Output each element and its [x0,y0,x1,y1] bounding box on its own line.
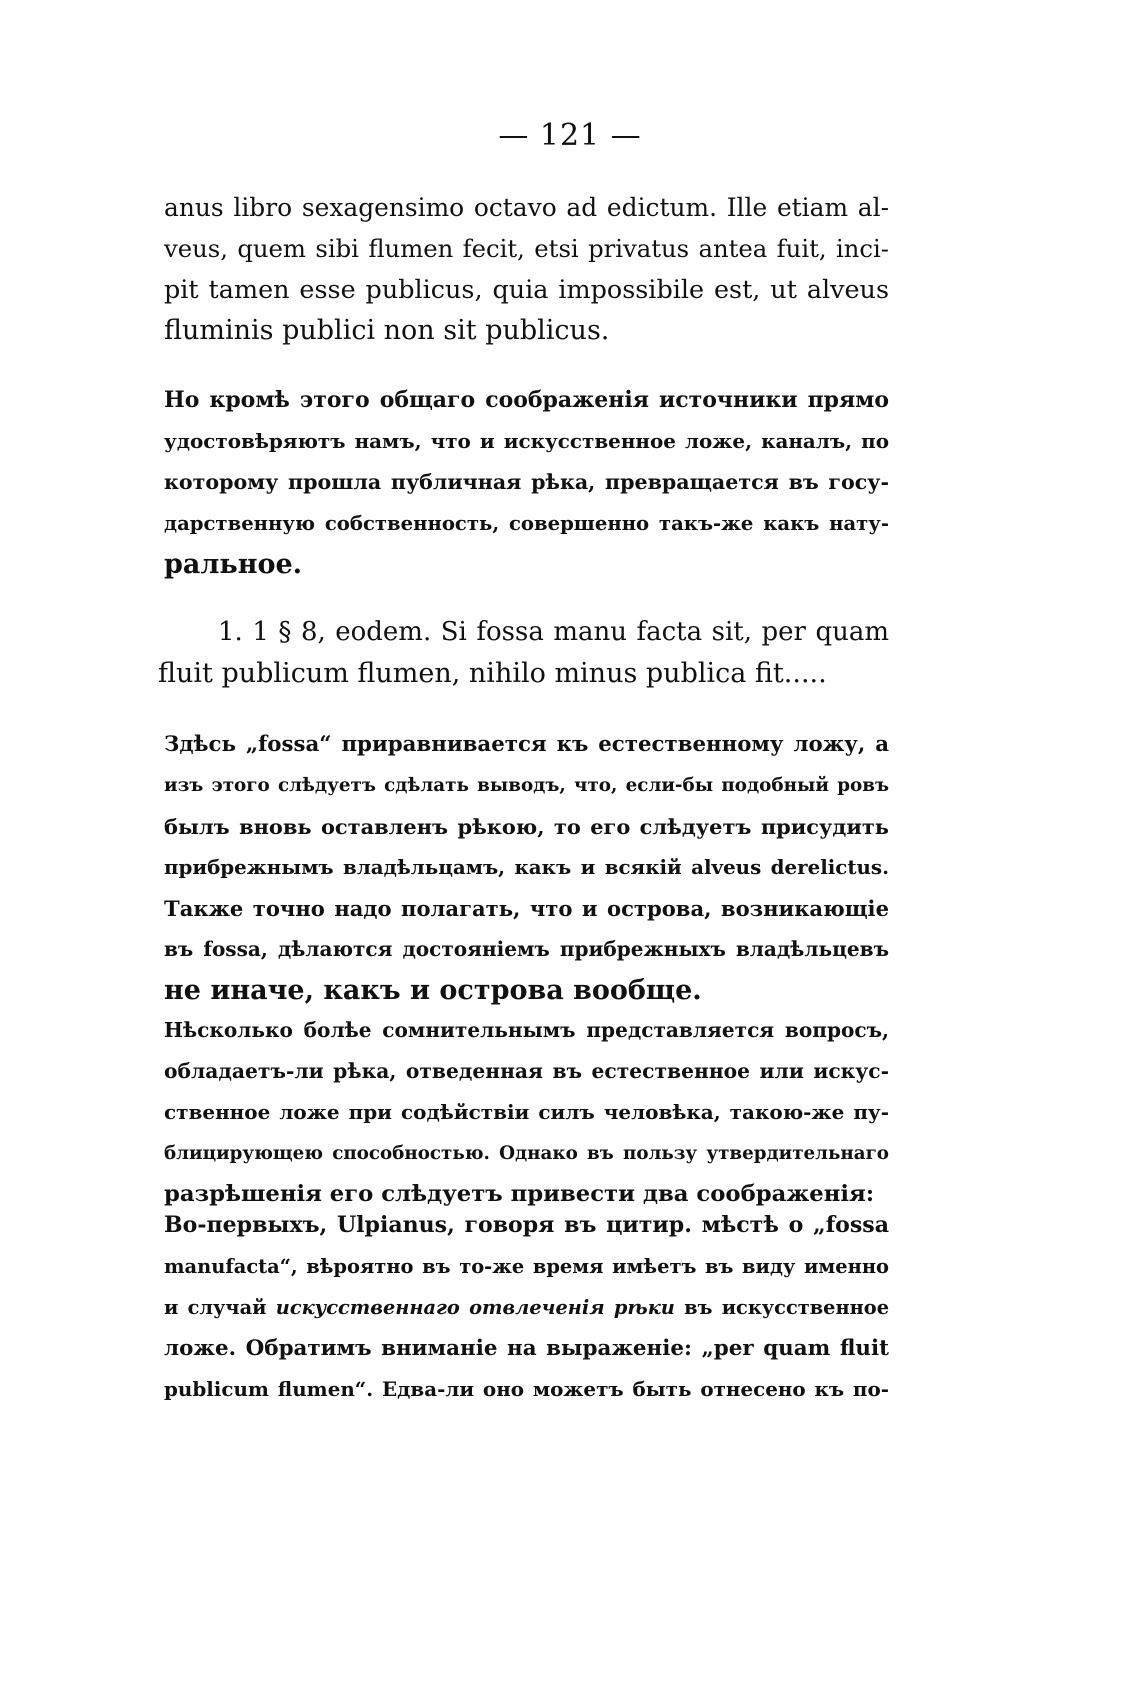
paragraph-sources [164,380,889,585]
text-segment: и случай [164,1296,276,1319]
text-line: обладаетъ-ли рѣка, отведенная въ естественное или искус- [164,1059,889,1083]
text-line: дарственную собственность, совершенно такъ-же какъ нату- [164,512,889,535]
text-line: fluit publicum flumen, nihilo minus publica fit..... [158,658,827,689]
paragraph-first-argument [164,1205,889,1410]
text-segment: въ искусственное [674,1296,889,1319]
text-line: 1. 1 § 8, eodem. Si fossa manu facta sit, per quam [218,617,889,647]
latin-citation [158,612,889,694]
text-line: Также точно надо полагать, что и острова, возникающіе [164,896,889,921]
text-line: Нѣсколько болѣе сомнительнымъ представляется вопросъ, [164,1018,889,1042]
text-line-with-italic [164,1287,889,1328]
text-line: pit tamen esse publicus, quia impossibile est, ut alveus [164,274,889,304]
text-line: Здѣсь „fossa“ приравнивается къ естественному ложу, а [164,732,889,757]
text-line: разрѣшенія его слѣдуетъ привести два соображенія: [164,1181,875,1207]
text-line: блицирующею способностью. Однако въ пользу утвердительнаго [164,1143,889,1164]
paragraph-question [164,1010,889,1215]
text-line: изъ этого слѣдуетъ сдѣлать выводъ, что, если-бы подобный ровъ [164,775,889,796]
italic-phrase: искусственнаго отвлеченія рѣки [275,1296,675,1319]
paragraph-fossa [164,724,889,1011]
text-line: ложе. Обратимъ вниманіе на выраженіе: „per quam fluit [164,1336,889,1361]
text-line: manufacta“, вѣроятно въ то-же время имѣетъ въ виду именно [164,1255,889,1278]
text-line: удостовѣряютъ намъ, что и искусственное ложе, каналъ, по [164,429,889,453]
text-line: fluminis publici non sit publicus. [164,315,610,346]
text-line: которому прошла публичная рѣка, превращается въ госу- [164,470,889,494]
text-line: Во-первыхъ, Ulpianus, говоря въ цитир. мѣстѣ о „fossa [164,1212,889,1238]
text-line: Но кромѣ этого общаго соображенія источники прямо [164,387,889,413]
text-line: былъ вновь оставленъ рѣкою, то его слѣдуетъ присудить [164,814,889,839]
page-number: — 121 — [498,118,642,153]
text-line: не иначе, какъ и острова вообще. [164,975,702,1006]
text-line: veus, quem sibi flumen fecit, etsi privatus antea fuit, inci- [164,234,889,263]
text-line: прибрежнымъ владѣльцамъ, какъ и всякій alveus derelictus. [164,855,889,879]
text-line: publicum flumen“. Едва-ли оно можетъ быть отнесено къ по- [164,1377,889,1401]
text-line: anus libro sexagensimo octavo ad edictum. Ille etiam al- [164,193,889,222]
latin-quote-continuation [164,187,889,351]
text-line: ственное ложе при содѣйствіи силъ человѣка, такою-же пу- [164,1100,889,1124]
text-line: ральное. [164,549,303,580]
text-line: въ fossa, дѣлаются достояніемъ прибрежныхъ владѣльцевъ [164,937,889,961]
